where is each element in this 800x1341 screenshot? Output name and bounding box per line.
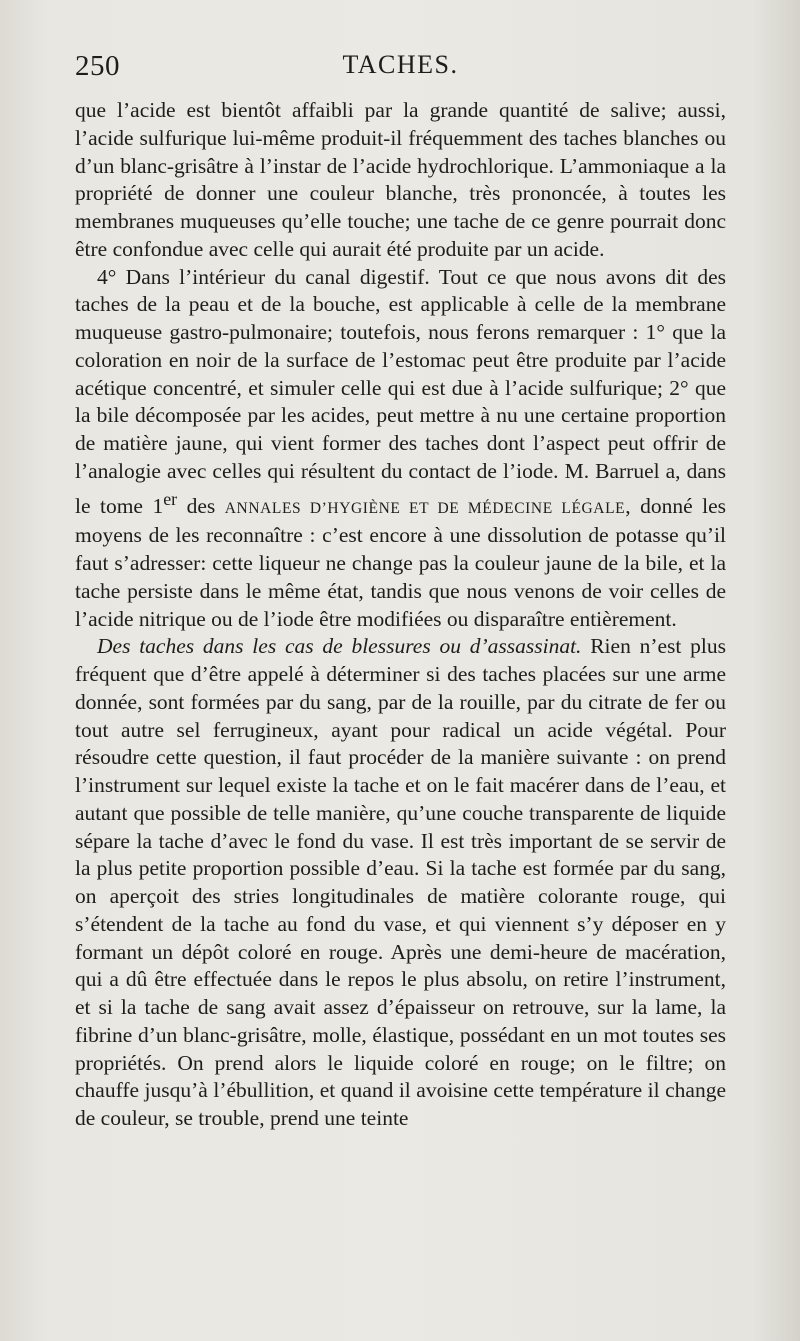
page-number: 250 — [75, 50, 120, 82]
paragraph-2 — [75, 264, 726, 634]
body-text — [75, 97, 726, 1133]
paragraph-1: que l’acide est bientôt affaibli par la grande quantité de salive; aussi, l’acide sulfurique lui-même produit-il fréquemment des taches blanches ou d’un blanc-grisâtre à l’instar de l’acide hydrochlorique. L’ammoniaque a la propriété de donner une couleur blanche, très prononcée, à toutes les membranes muqueuses qu’elle touche; une tache de ce genre pourrait donc être confondue avec celle qui aurait été produite par un acide. — [75, 98, 726, 261]
paragraph-3 — [75, 633, 726, 1133]
paragraph-3-text: Rien n’est plus fréquent que d’être appelé à déterminer si des taches placées sur une arme donnée, sont formées par du sang, par de la rouille, par du citrate de fer ou tout autre sel ferrugineux, ayant pour radical un acide végétal. Pour résoudre cette question, il faut procéder de la manière suivante : on prend l’instrument sur lequel existe la tache et on le fait macérer dans de l’eau, et autant que possible de telle manière, qu’une couche transparente de liquide sépare la tache d’avec le fond du vase. Il est très important de se servir de la plus petite proportion possible d’eau. Si la tache est formée par du sang, on aperçoit des stries longitudinales de matière colorante rouge, qui s’étendent de la tache au fond du vase, et qui viennent s’y déposer en y formant un dépôt coloré en rouge. Après une demi-heure de macération, qui a dû être effectuée dans le repos le plus absolu, on retire l’instrument, et si la tache de sang avait assez d’épaisseur on retrouve, sur la lame, la fibrine d’un blanc-grisâtre, molle, élastique, possédant en un mot toutes ses propriétés. On prend alors le liquide coloré en rouge; on le filtre; on chauffe jusqu’à l’ébullition, et quand il avoisine cette température il change de couleur, se trouble, prend une teinte — [75, 634, 726, 1131]
paragraph-2-text-c: , donné les moyens de les reconnaître : c’est encore à une dissolution de potasse qu’il faut s’adresser: cette liqueur ne change pas la couleur jaune de la bile, et la tache persiste dans le même état, tandis que nous venons de voir celles de l’acide nitrique ou de l’iode être modifiées ou disparaître entièrement. — [75, 493, 726, 631]
journal-title: ANNALES D’HYGIÈNE ET DE MÉDECINE LÉGALE — [224, 499, 626, 517]
paragraph-2-text-b: des — [177, 493, 225, 518]
superscript-er: er — [163, 488, 178, 509]
running-title: TACHES. — [342, 50, 459, 79]
section-heading: Des taches dans les cas de blessures ou d’assassinat. — [97, 634, 582, 659]
page-header — [75, 50, 726, 90]
paragraph-2-text-a: 4° Dans l’intérieur du canal digestif. Tout ce que nous avons dit des taches de la peau et de la bouche, est applicable à celle de la membrane muqueuse gastro-pulmonaire; toutefois, nous ferons remarquer : 1° que la coloration en noir de la surface de l’estomac peut être produite par l’acide acétique concentré, et simuler celle qui est due à l’acide sulfurique; 2° que la bile décomposée par les acides, peut mettre à nu une certaine proportion de matière jaune, qui vient former des taches dont l’aspect peut offrir de l’analogie avec celles qui résultent du contact de l’iode. M. Barruel a, dans le tome 1 — [75, 264, 726, 518]
